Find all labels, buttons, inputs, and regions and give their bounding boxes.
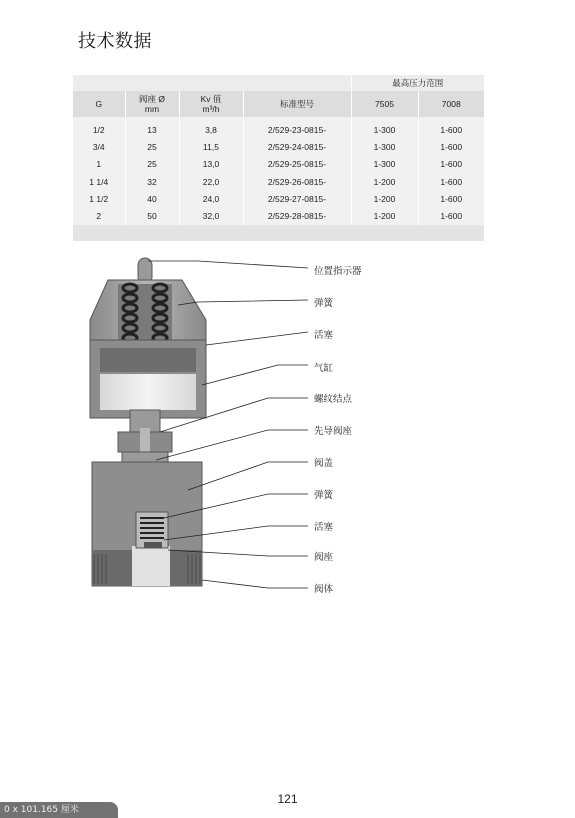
label-position-indicator: 位置指示器 bbox=[314, 266, 362, 277]
cell-model: 2/529-24-0815- bbox=[243, 138, 351, 155]
max-pressure-range-header: 最高压力范围 bbox=[351, 75, 484, 91]
label-lower-piston: 活塞 bbox=[314, 522, 334, 533]
cell-g: 1/2 bbox=[73, 117, 125, 138]
cell-model: 2/529-27-0815- bbox=[243, 190, 351, 207]
label-threaded-joint: 螺纹结点 bbox=[314, 394, 353, 405]
cell-g: 3/4 bbox=[73, 138, 125, 155]
header-kv-line2: m³/h bbox=[202, 104, 220, 114]
table-row bbox=[73, 190, 484, 207]
cell-7008: 1-600 bbox=[418, 207, 484, 224]
page-number: 121 bbox=[277, 792, 298, 806]
label-valve-seat: 阀座 bbox=[314, 552, 334, 563]
label-bonnet: 阀盖 bbox=[314, 458, 334, 469]
header-seat-line2: mm bbox=[144, 104, 160, 114]
cell-model: 2/529-23-0815- bbox=[243, 117, 351, 138]
table-group-header-row bbox=[73, 75, 484, 91]
label-pilot-valve-seat: 先导阀座 bbox=[314, 426, 353, 437]
table-footer-spacer bbox=[73, 225, 484, 241]
cell-7505: 1-200 bbox=[351, 173, 418, 190]
cell-7505: 1-300 bbox=[351, 117, 418, 138]
label-lower-spring: 弹簧 bbox=[314, 490, 334, 501]
cell-seat: 25 bbox=[125, 156, 179, 173]
cell-kv: 11,5 bbox=[179, 138, 243, 155]
cell-seat: 25 bbox=[125, 138, 179, 155]
cell-7008: 1-600 bbox=[418, 190, 484, 207]
cell-seat: 13 bbox=[125, 117, 179, 138]
table-row bbox=[73, 207, 484, 224]
header-g: G bbox=[73, 91, 125, 117]
cell-7008: 1-600 bbox=[418, 138, 484, 155]
table-footer-row bbox=[73, 225, 484, 241]
table-group-spacer bbox=[73, 75, 351, 91]
cell-kv: 24,0 bbox=[179, 190, 243, 207]
cell-7008: 1-600 bbox=[418, 156, 484, 173]
cell-7008: 1-600 bbox=[418, 117, 484, 138]
header-model: 标准型号 bbox=[243, 91, 351, 117]
cell-seat: 32 bbox=[125, 173, 179, 190]
table-row bbox=[73, 117, 484, 138]
page-title: 技术数据 bbox=[78, 31, 152, 52]
cylinder-shape bbox=[90, 340, 206, 418]
cell-model: 2/529-25-0815- bbox=[243, 156, 351, 173]
header-7505: 7505 bbox=[351, 91, 418, 117]
cell-model: 2/529-28-0815- bbox=[243, 207, 351, 224]
cell-kv: 13,0 bbox=[179, 156, 243, 173]
header-kv bbox=[179, 91, 243, 117]
cell-seat: 40 bbox=[125, 190, 179, 207]
label-spring: 弹簧 bbox=[314, 298, 334, 309]
cell-7505: 1-200 bbox=[351, 190, 418, 207]
cell-7505: 1-200 bbox=[351, 207, 418, 224]
header-seat-diameter bbox=[125, 91, 179, 117]
cell-g: 1 1/2 bbox=[73, 190, 125, 207]
cell-kv: 22,0 bbox=[179, 173, 243, 190]
table-row bbox=[73, 173, 484, 190]
lower-spring-piston-shape bbox=[136, 512, 168, 548]
table-header-row bbox=[73, 91, 484, 117]
table-row bbox=[73, 156, 484, 173]
cell-g: 1 bbox=[73, 156, 125, 173]
cell-7505: 1-300 bbox=[351, 138, 418, 155]
table-row bbox=[73, 138, 484, 155]
cell-7008: 1-600 bbox=[418, 173, 484, 190]
header-7008: 7008 bbox=[418, 91, 484, 117]
technical-data-table bbox=[73, 75, 484, 241]
header-seat-line1: 阀座 Ø bbox=[139, 94, 165, 104]
cell-g: 2 bbox=[73, 207, 125, 224]
cell-kv: 32,0 bbox=[179, 207, 243, 224]
cell-g: 1 1/4 bbox=[73, 173, 125, 190]
label-valve-body: 阀体 bbox=[314, 584, 334, 595]
cell-seat: 50 bbox=[125, 207, 179, 224]
label-cylinder: 气缸 bbox=[314, 363, 334, 374]
label-piston: 活塞 bbox=[314, 330, 334, 341]
cell-7505: 1-300 bbox=[351, 156, 418, 173]
header-kv-line1: Kv 值 bbox=[200, 94, 222, 104]
cell-model: 2/529-26-0815- bbox=[243, 173, 351, 190]
ruler-badge: 0 x 101.165 厘米 bbox=[0, 802, 118, 818]
cell-kv: 3,8 bbox=[179, 117, 243, 138]
